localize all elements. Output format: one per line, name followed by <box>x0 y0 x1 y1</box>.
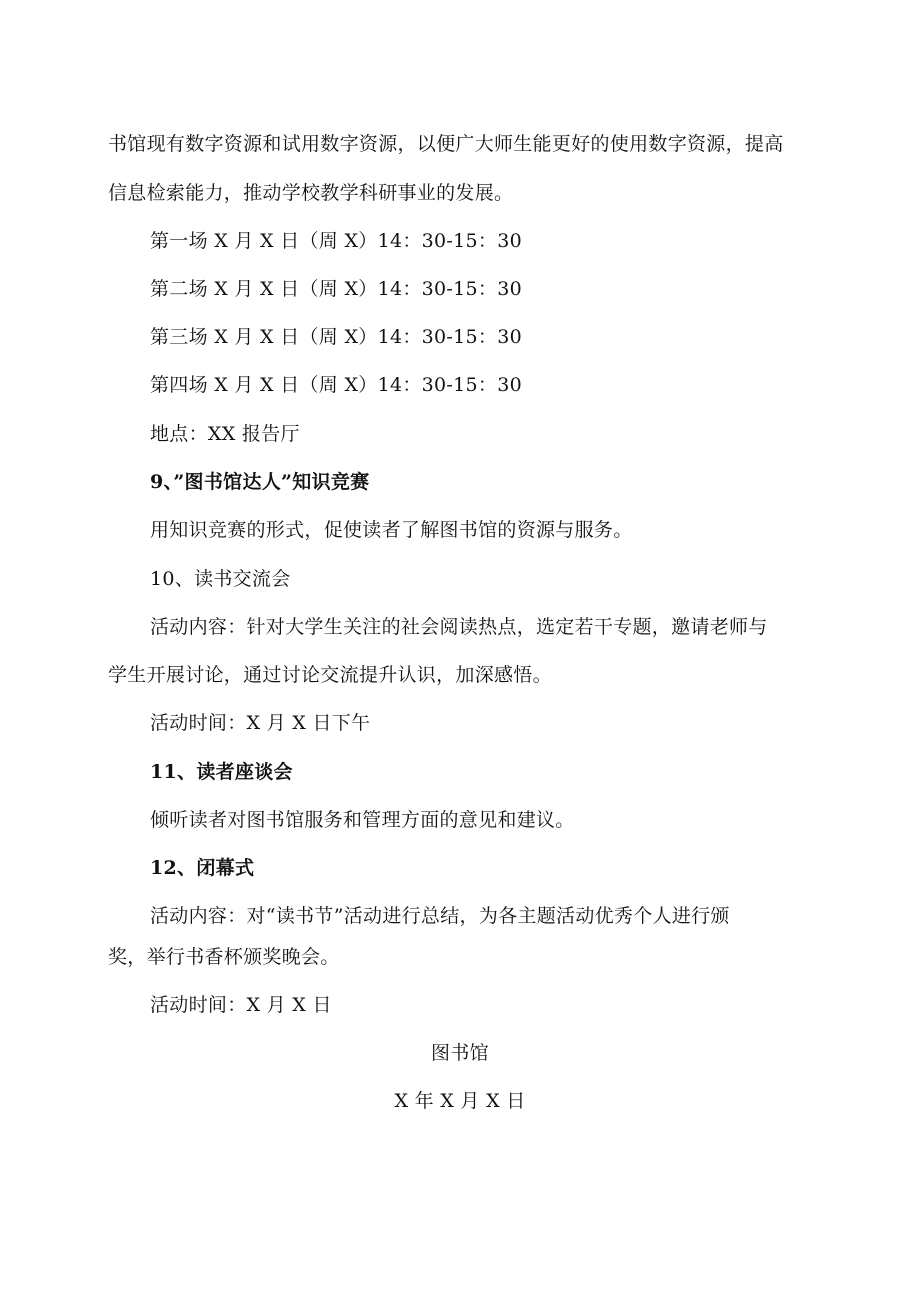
session-4: 第四场 X 月 X 日（周 X）14：30-15：30 <box>150 374 523 396</box>
section-12-time: 活动时间：X 月 X 日 <box>150 994 332 1016</box>
session-1: 第一场 X 月 X 日（周 X）14：30-15：30 <box>150 230 523 252</box>
location-text: 地点：XX 报告厅 <box>150 423 300 445</box>
signature-date: X 年 X 月 X 日 <box>394 1090 526 1112</box>
section-10-heading: 10、读书交流会 <box>150 568 291 590</box>
session-3: 第三场 X 月 X 日（周 X）14：30-15：30 <box>150 326 523 348</box>
section-10-content-line-1: 活动内容：针对大学生关注的社会阅读热点，选定若干专题，邀请老师与 <box>150 616 768 638</box>
section-10-content-line-2: 学生开展讨论，通过讨论交流提升认识，加深感悟。 <box>108 664 552 686</box>
intro-line-1: 书馆现有数字资源和试用数字资源，以便广大师生能更好的使用数字资源，提高 <box>108 133 784 155</box>
section-12-heading: 12、闭幕式 <box>150 857 255 879</box>
section-12-content-line-1: 活动内容：对“读书节”活动进行总结，为各主题活动优秀个人进行颁 <box>150 905 730 927</box>
session-2: 第二场 X 月 X 日（周 X）14：30-15：30 <box>150 278 523 300</box>
section-12-content-line-2: 奖，举行书香杯颁奖晚会。 <box>108 946 340 968</box>
section-9-heading: 9、”图书馆达人”知识竞赛 <box>150 471 370 493</box>
intro-line-2: 信息检索能力，推动学校教学科研事业的发展。 <box>108 182 514 204</box>
section-9-body: 用知识竞赛的形式，促使读者了解图书馆的资源与服务。 <box>150 519 633 541</box>
signature-org: 图书馆 <box>431 1042 489 1064</box>
section-11-body: 倾听读者对图书馆服务和管理方面的意见和建议。 <box>150 809 575 831</box>
section-11-heading: 11、读者座谈会 <box>150 761 293 783</box>
section-10-time: 活动时间：X 月 X 日下午 <box>150 712 371 734</box>
